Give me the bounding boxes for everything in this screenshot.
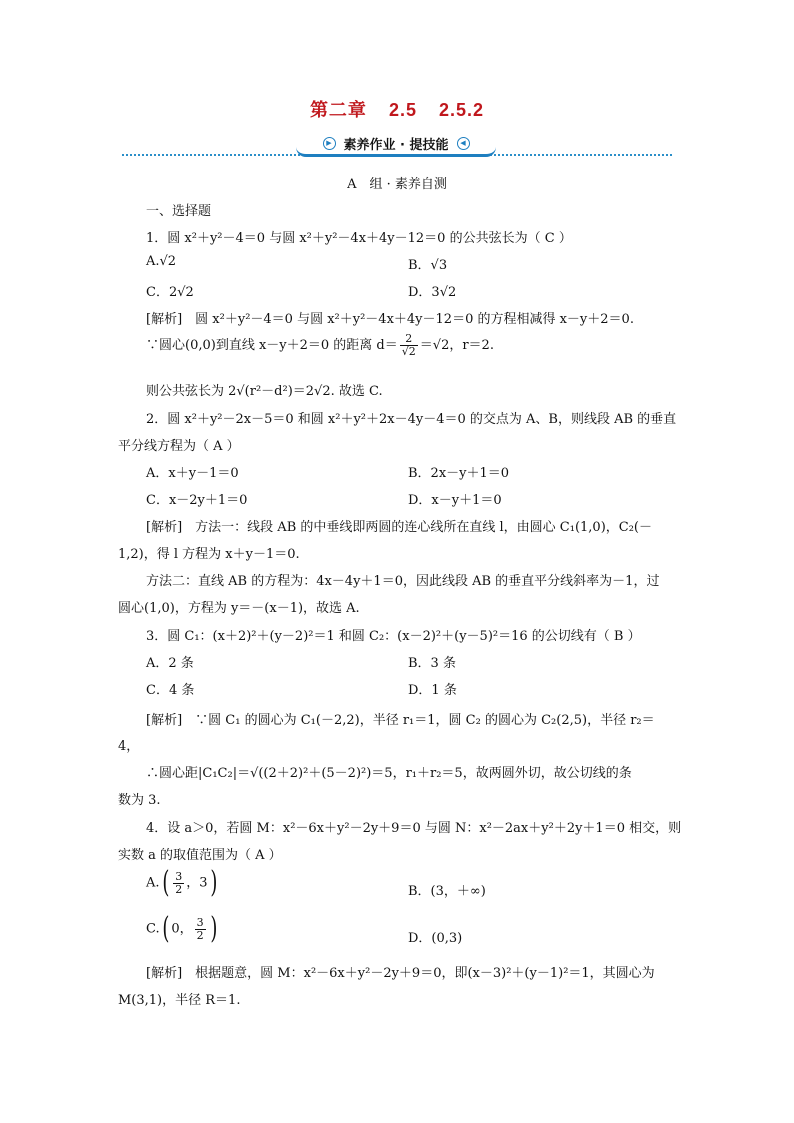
q4-stem-line1: 4．设 a＞0，若圆 M：x²－6x＋y²－2y＋9＝0 与圆 N：x²－2ax＋y²＋2y＋1＝0 相交，则 (146, 821, 682, 836)
q1-analysis-line2: ∵圆心(0,0)到直线 x－y＋2＝0 的距离 d＝ $\frac{2}{√2}$ ＝√2，r＝2. (146, 332, 494, 358)
exercise-banner (296, 132, 496, 157)
q2-option-d: D．x－y＋1＝0 (408, 493, 502, 508)
q4-analysis-line2: M(3,1)，半径 R＝1. (118, 993, 241, 1008)
q1-analysis-line3: 则公共弦长为 2√(r²－d²)＝2√2. 故选 C. (146, 384, 383, 399)
q2-analysis-line3: 方法二：直线 AB 的方程为：4x－4y＋1＝0，因此线段 AB 的垂直平分线斜率为－1，过 (146, 574, 660, 589)
q1-option-a: A.√2 (146, 254, 177, 269)
chapter-title (0, 96, 794, 122)
q2-stem-line2: 平分线方程为（ A ） (118, 439, 240, 454)
q1-option-d: D．3√2 (408, 285, 457, 300)
q3-option-b: B．3 条 (408, 656, 456, 671)
q3-analysis-line4: 数为 3. (118, 793, 161, 808)
banner-label: 素养作业 · 提技能 (343, 137, 449, 153)
q2-option-c: C．x－2y＋1＝0 (146, 493, 248, 508)
q3-stem: 3．圆 C₁：(x＋2)²＋(y－2)²＝1 和圆 C₂：(x－2)²＋(y－5)²＝16 的公切线有（ B ） (146, 629, 641, 644)
chapter-label: 第二章 (309, 100, 367, 120)
group-heading: A 组 · 素养自测 (347, 177, 447, 192)
play-left-icon: ◀ (457, 137, 470, 150)
distance-fraction: $\frac{2}{√2}$ (401, 332, 416, 358)
q3-option-d: D．1 条 (408, 683, 457, 698)
subsection-number: 2.5.2 (439, 100, 485, 120)
q4-analysis-line1: [解析] 根据题意，圆 M：x²－6x＋y²－2y＋9＝0，即(x－3)²＋(y－1)²＝1，其圆心为 (146, 966, 655, 981)
q2-option-b: B．2x－y＋1＝0 (408, 466, 510, 481)
q4-option-b: B．(3，＋∞) (408, 884, 486, 899)
q4-option-d: D．(0,3) (408, 931, 463, 946)
q3-analysis-line3: ∴圆心距|C₁C₂|＝√((2＋2)²＋(5－2)²)＝5，r₁＋r₂＝5，故两圆外切，故公切线的条 (146, 766, 632, 781)
q4-option-c: C.( 0， $\frac{3}{2}$ ) (146, 911, 217, 946)
play-right-icon: ▶ (323, 137, 336, 150)
q3-option-a: A．2 条 (146, 656, 194, 671)
q2-analysis-line4: 圆心(1,0)，方程为 y＝－(x－1)，故选 A. (118, 601, 360, 616)
q2-stem-line1: 2．圆 x²＋y²－2x－5＝0 和圆 x²＋y²＋2x－4y－4＝0 的交点为 A、B，则线段 AB 的垂直 (146, 412, 677, 427)
q1-option-b: B．√3 (408, 258, 448, 273)
q2-option-a: A．x＋y－1＝0 (146, 466, 239, 481)
q1-option-c: C．2√2 (146, 285, 194, 300)
section-heading: 一、选择题 (146, 204, 212, 219)
section-number: 2.5 (388, 100, 417, 120)
q1-stem: 1．圆 x²＋y²－4＝0 与圆 x²＋y²－4x＋4y－12＝0 的公共弦长为（ C ） (146, 231, 572, 246)
q3-analysis-line2: 4， (118, 739, 140, 754)
q3-analysis-line1: [解析] ∵圆 C₁ 的圆心为 C₁(－2,2)，半径 r₁＝1，圆 C₂ 的圆心为 C₂(2,5)，半径 r₂＝ (146, 713, 655, 728)
q3-option-c: C．4 条 (146, 683, 195, 698)
q4-stem-line2: 实数 a 的取值范围为（ A ） (118, 848, 282, 863)
q2-analysis-line2: 1,2)，得 l 方程为 x＋y－1＝0. (118, 547, 300, 562)
q1-analysis-line1: [解析] 圆 x²＋y²－4＝0 与圆 x²＋y²－4x＋4y－12＝0 的方程相减得 x－y＋2＝0. (146, 312, 634, 327)
q4-option-a: A.( $\frac{3}{2}$ ，3) (146, 865, 217, 900)
q2-analysis-line1: [解析] 方法一：线段 AB 的中垂线即两圆的连心线所在直线 l，由圆心 C₁(1,0)，C₂(－ (146, 520, 653, 535)
